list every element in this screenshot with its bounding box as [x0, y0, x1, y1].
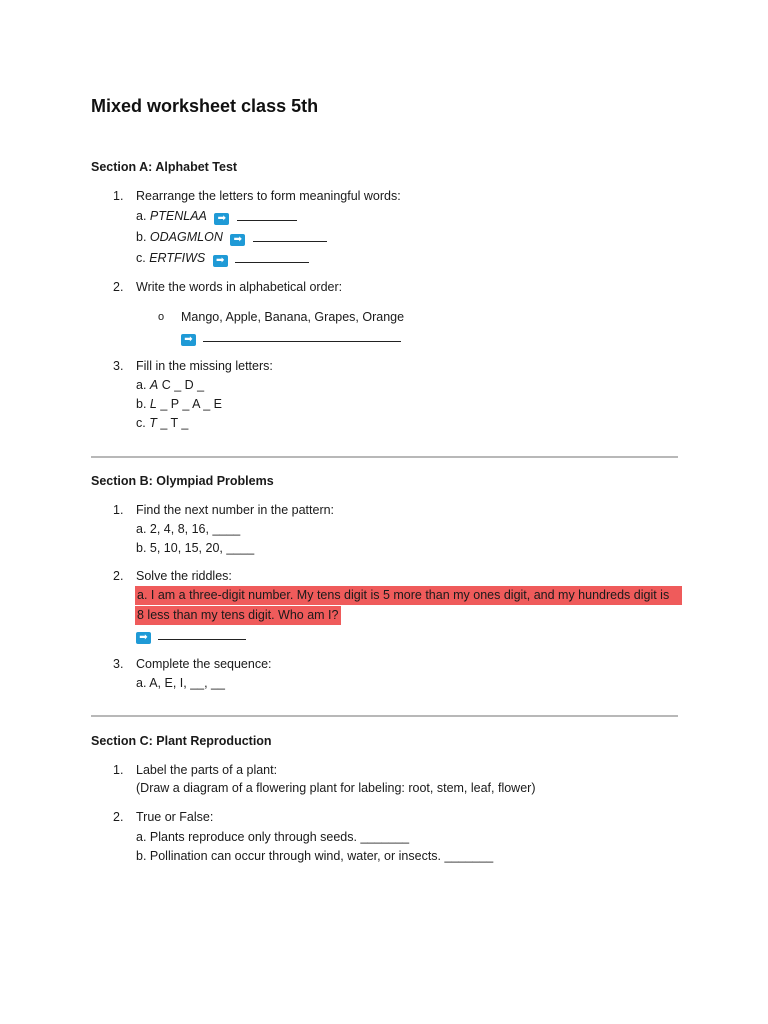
question-number: 1. — [113, 503, 124, 517]
question-text: True or False: — [136, 810, 214, 824]
list-item: b. Pollination can occur through wind, water, or insects. _______ — [136, 849, 494, 863]
letter-pattern: _ P _ A _ E — [160, 397, 222, 411]
question-text: Solve the riddles: — [136, 569, 232, 583]
section-c-heading: Section C: Plant Reproduction — [91, 734, 272, 748]
question-number: 2. — [113, 569, 124, 583]
highlighted-riddle-line: a. I am a three-digit number. My tens digit is 5 more than my ones digit, and my hundreds digit is — [135, 586, 682, 605]
list-item: b. 5, 10, 15, 20, ____ — [136, 541, 255, 555]
scrambled-word: ODAGMLON — [149, 230, 223, 244]
bullet-marker: o — [158, 311, 165, 323]
question-text: Find the next number in the pattern: — [136, 503, 335, 517]
question-number: 2. — [113, 280, 124, 294]
scrambled-word: PTENLAA — [149, 209, 207, 223]
question-text: Rearrange the letters to form meaningful words: — [136, 189, 401, 203]
start-letter: A — [149, 378, 159, 392]
question-number: 3. — [113, 657, 124, 671]
section-b-heading: Section B: Olympiad Problems — [91, 474, 274, 488]
answer-blank[interactable] — [237, 209, 297, 221]
section-a-heading: Section A: Alphabet Test — [91, 160, 238, 174]
item-prefix: a. — [136, 209, 147, 223]
question-number: 3. — [113, 359, 124, 373]
item-prefix: c. — [136, 416, 146, 430]
highlighted-riddle-line: 8 less than my tens digit. Who am I? — [135, 606, 341, 625]
list-item — [136, 397, 222, 411]
answer-blank[interactable] — [203, 330, 401, 342]
right-arrow-icon: ➡ — [181, 334, 196, 346]
letter-pattern: C _ D _ — [161, 378, 205, 392]
question-text: Label the parts of a plant: — [136, 763, 278, 777]
question-text: Complete the sequence: — [136, 657, 272, 671]
list-item — [136, 251, 309, 267]
answer-blank[interactable] — [253, 230, 327, 242]
question-number: 1. — [113, 189, 124, 203]
item-prefix: c. — [136, 251, 146, 265]
item-prefix: b. — [136, 230, 147, 244]
item-prefix: b. — [136, 397, 147, 411]
item-prefix: a. — [136, 378, 147, 392]
section-divider — [91, 715, 678, 717]
section-divider — [91, 456, 678, 458]
list-item: a. A, E, I, __, __ — [136, 676, 225, 690]
answer-blank[interactable] — [158, 628, 246, 640]
right-arrow-icon: ➡ — [230, 234, 245, 246]
question-text: Write the words in alphabetical order: — [136, 280, 343, 294]
right-arrow-icon: ➡ — [136, 632, 151, 644]
list-item: a. 2, 4, 8, 16, ____ — [136, 522, 241, 536]
letter-pattern: _ T _ — [160, 416, 189, 430]
question-text: Fill in the missing letters: — [136, 359, 273, 373]
instruction-note: (Draw a diagram of a flowering plant for labeling: root, stem, leaf, flower) — [136, 781, 536, 795]
list-item — [136, 378, 204, 392]
question-number: 2. — [113, 810, 124, 824]
word-list: Mango, Apple, Banana, Grapes, Orange — [181, 310, 405, 324]
right-arrow-icon: ➡ — [213, 255, 228, 267]
question-number: 1. — [113, 763, 124, 777]
start-letter: T — [149, 416, 157, 430]
list-item: a. Plants reproduce only through seeds. _______ — [136, 830, 410, 844]
list-answer-line — [179, 330, 401, 346]
scrambled-word: ERTFIWS — [149, 251, 206, 265]
right-arrow-icon: ➡ — [214, 213, 229, 225]
page-title: Mixed worksheet class 5th — [91, 96, 319, 116]
list-item — [136, 230, 327, 246]
start-letter: L — [149, 397, 157, 411]
answer-blank[interactable] — [235, 251, 309, 263]
list-item — [136, 209, 297, 225]
riddle-answer-line — [136, 628, 246, 644]
list-item — [136, 416, 188, 430]
